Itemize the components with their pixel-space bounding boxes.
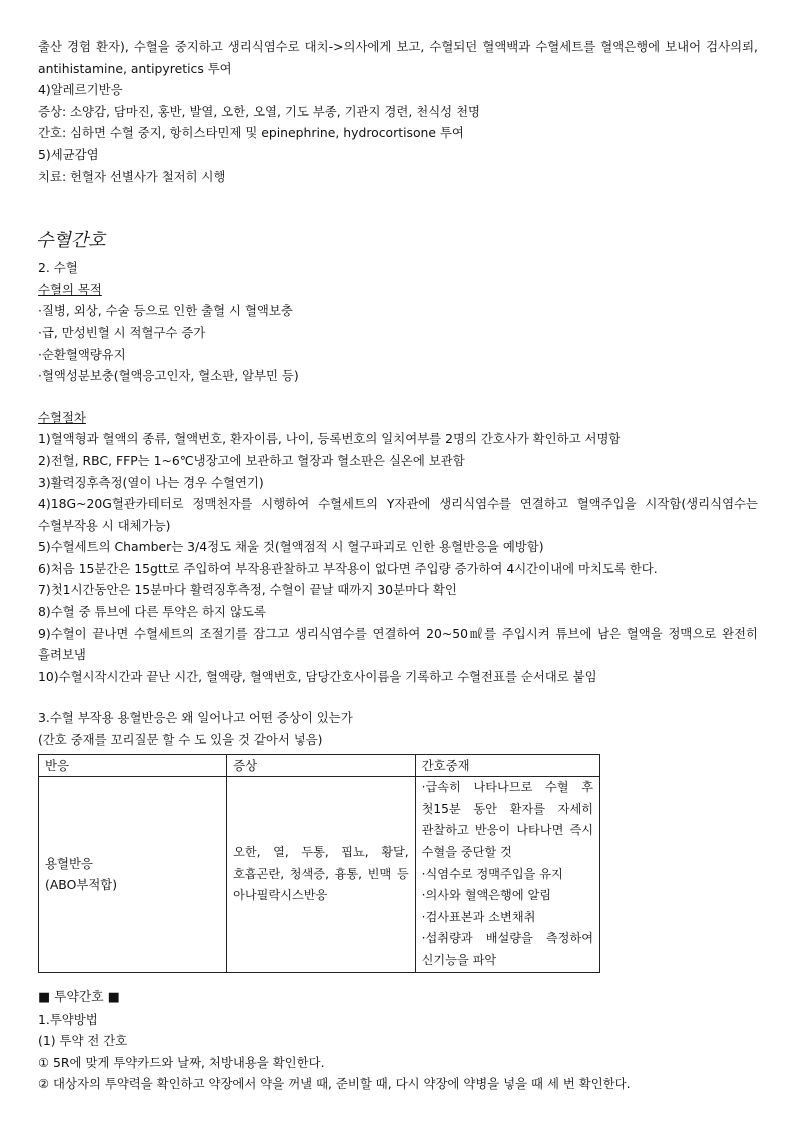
medication-heading: ■ 투약간호 ■ [38,989,120,1005]
medication-item: ② 대상자의 투약력을 확인하고 약장에서 약을 꺼낼 때, 준비할 때, 다시 약장에 약병을 넣을 때 세 번 확인한다. [38,1076,631,1092]
section-title: 수혈간호 [36,230,106,252]
intervention-item: ·의사와 혈액은행에 알림 [421,888,552,903]
intro-line: 4)알레르기반응 [38,82,123,98]
hemolytic-heading: 3.수혈 부작용 용혈반응은 왜 일어나고 어떤 증상이 있는가 [38,710,353,726]
intervention-item: ·검사표본과 소변채취 [421,909,536,924]
medication-subheading: 1.투약방법 [38,1011,98,1027]
table-header-row [39,754,600,777]
procedure-item: 7)첫1시간동안은 15분마다 활력징후측정, 수혈이 끝날 때까지 30분마다 확인 [38,582,457,598]
purpose-item: ·질병, 외상, 수술 등으로 인한 출혈 시 혈액보충 [38,303,293,319]
intro-block [38,36,758,187]
header-reaction: 반응 [39,754,227,777]
section-subtitle: 2. 수혈 [38,260,78,276]
hemolytic-note: (간호 중재를 꼬리질문 할 수 도 있을 것 같아서 넣음) [38,732,323,748]
purpose-item: ·혈액성분보충(혈액응고인자, 혈소판, 알부민 등) [38,368,299,384]
procedure-item: 10)수혈시작시간과 끝난 시간, 혈액량, 혈액번호, 담당간호사이름을 기록하고 수혈전표를 순서대로 붙임 [38,668,597,684]
procedure-item: 4)18G~20G혈관카테터로 정맥천자를 시행하여 수혈세트의 Y자관에 생리식염수를 연결하고 혈액주입을 시작함(생리식염수는 수혈부작용 시 대체가능) [38,496,758,533]
table-row [39,777,600,972]
purpose-item: ·순환혈액량유지 [38,346,126,362]
medication-section [38,987,758,1095]
purpose-item: ·급, 만성빈혈 시 적혈구수 증가 [38,324,206,340]
procedure-item: 5)수혈세트의 Chamber는 3/4정도 채울 것(혈액점적 시 혈구파괴로 인한 용혈반응을 예방함) [38,539,544,555]
intro-line: 치료: 헌혈자 선별사가 철저히 시행 [38,168,226,184]
intervention-item: ·식염수로 정맥주입을 유지 [421,866,563,881]
procedure-item: 1)혈액형과 혈액의 종류, 혈액번호, 환자이름, 나이, 등록번호의 일치여부를 2명의 간호사가 확인하고 서명함 [38,431,621,447]
intro-line: 간호: 심하면 수혈 중지, 항히스타민제 및 epinephrine, hydrocortisone 투여 [38,125,464,141]
procedure-item: 2)전혈, RBC, FFP는 1~6℃냉장고에 보관하고 혈장과 혈소판은 실온에 보관함 [38,452,465,468]
purpose-heading: 수혈의 목적 [38,281,102,297]
intervention-item: ·섭취량과 배설량을 측정하여 신기능을 파악 [421,931,593,967]
intervention-item: ·급속히 나타나므로 수혈 후 첫15분 동안 환자를 자세히 관찰하고 반응이 나타나면 즉시 수혈을 중단할 것 [421,780,593,859]
document-page [38,36,758,1095]
reaction-table [38,754,600,973]
reaction-name: 용혈반응 (ABO부적합) [45,855,118,893]
header-symptoms: 증상 [227,754,416,777]
intro-line: 5)세균감염 [38,146,99,162]
procedure-item: 9)수혈이 끝나면 수혈세트의 조절기를 잠그고 생리식염수를 연결하여 20~50㎖를 주입시켜 튜브에 남은 혈액을 정맥으로 완전히 흘려보냄 [38,625,758,663]
transfusion-section [38,227,758,687]
medication-subsubheading: (1) 투약 전 간호 [38,1033,128,1049]
intervention-cell [415,777,599,972]
symptoms-cell [227,777,416,972]
procedure-item: 8)수혈 중 튜브에 다른 투약은 하지 않도록 [38,604,266,620]
header-intervention: 간호중재 [415,754,599,777]
procedure-item: 6)처음 15분간은 15gtt로 주입하여 부작용관찰하고 부작용이 없다면 주입량 증가하여 4시간이내에 마치도록 한다. [38,560,658,576]
symptoms-text: 오한, 열, 두통, 핍뇨, 황달, 호흡곤란, 청색증, 흉통, 빈맥 등 아나필락시스반응 [233,845,409,903]
medication-item: ① 5R에 맞게 투약카드와 날짜, 처방내용을 확인한다. [38,1054,325,1070]
intro-line: 증상: 소양감, 담마진, 홍반, 발열, 오한, 오열, 기도 부종, 기관지 경련, 천식성 천명 [38,103,481,119]
intro-line: 출산 경험 환자), 수혈을 중지하고 생리식염수로 대치->의사에게 보고, 수혈되던 혈액백과 수혈세트를 혈액은행에 보내어 검사의뢰, antihistamine, antipyretics 투여 [38,39,758,76]
reaction-cell [39,777,227,972]
procedure-item: 3)활력징후측정(열이 나는 경우 수혈연기) [38,474,264,490]
procedure-heading: 수혈절차 [38,409,86,425]
hemolytic-section [38,707,758,972]
